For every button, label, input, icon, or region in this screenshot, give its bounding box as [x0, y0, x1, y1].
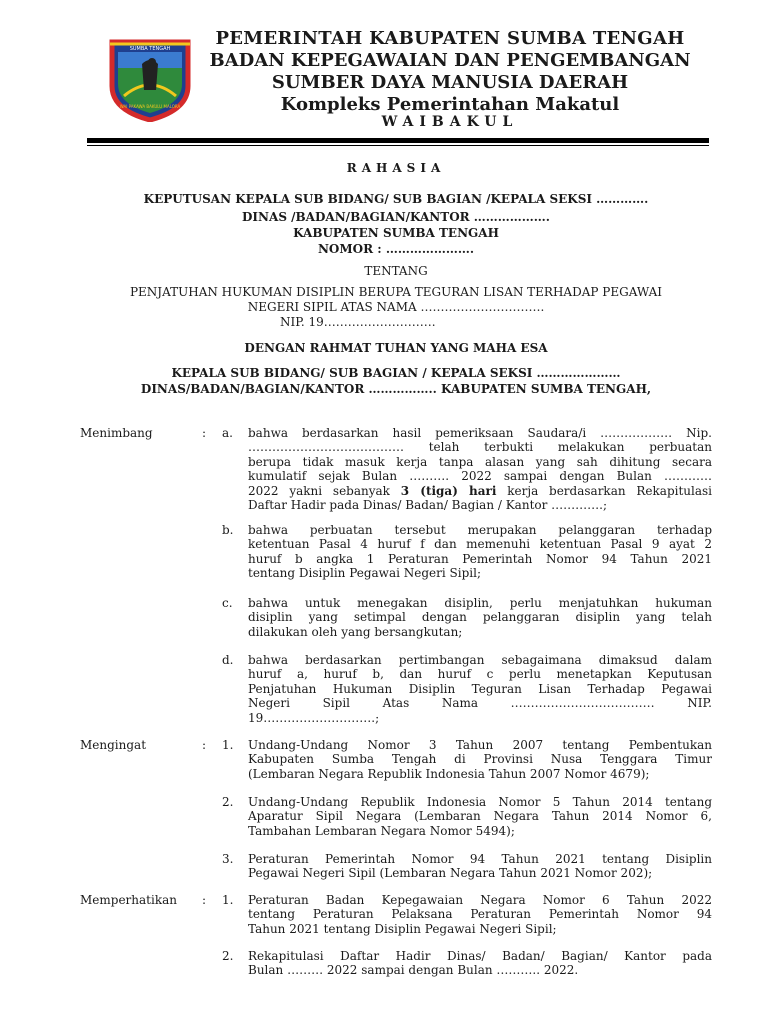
- memperhatikan-item-2: Rekapitulasi Daftar Hadir Dinas/ Badan/ Bagian/ Kantor pada Bulan ……… 2022 sampai dengan Bulan ……….. 2022.: [248, 949, 712, 978]
- decree-title-2: DINAS /BADAN/BAGIAN/KANTOR ……………….: [242, 210, 550, 224]
- item-mark-b: b.: [222, 523, 234, 537]
- official-line-2: DINAS/BADAN/BAGIAN/KANTOR …………….. KABUPATEN SUMBA TENGAH,: [140, 382, 652, 396]
- header-line-3: SUMBER DAYA MANUSIA DAERAH: [271, 72, 629, 93]
- official-line-1: KEPALA SUB BIDANG/ SUB BAGIAN / KEPALA SEKSI …………………: [171, 366, 621, 380]
- emblem-top-text: SUMBA TENGAH: [129, 46, 171, 52]
- mengingat-item-1: Undang-Undang Nomor 3 Tahun 2007 tentang Pembentukan Kabupaten Sumba Tengah di Provinsi Nusa Tenggara Timur (Lembaran Negara Republik Indonesia Tahun 2007 Nomor 4679);: [248, 738, 712, 781]
- menimbang-item-d: bahwa berdasarkan pertimbangan sebagaimana dimaksud dalam huruf a, huruf b, dan huruf c perlu menetapkan Keputusan Penjatuhan Hukuman Disiplin Teguran Lisan Terhadap Pegawai Negeri Sipil Atas Nama ……………………………… NIP. 19……………………….;: [248, 653, 712, 725]
- header-line-2: BADAN KEPEGAWAIAN DAN PENGEMBANGAN: [209, 50, 691, 71]
- decree-title-3: KABUPATEN SUMBA TENGAH: [293, 226, 499, 240]
- section-label-memperhatikan: Memperhatikan: [80, 893, 177, 907]
- item-mark-3: 3.: [222, 852, 234, 866]
- item-mark-1: 1.: [222, 738, 234, 752]
- header-address: Kompleks Pemerintahan Makatul: [280, 94, 620, 115]
- item-mark-2: 2.: [222, 795, 234, 809]
- header-rule-thick: [87, 138, 709, 143]
- header-rule-thin: [87, 145, 709, 146]
- section-label-mengingat: Mengingat: [80, 738, 147, 752]
- emblem-bottom-text: WAI PAKAWA BAKULU MALORA: [119, 104, 181, 109]
- mengingat-item-3: Peraturan Pemerintah Nomor 94 Tahun 2021 tentang Disiplin Pegawai Negeri Sipil (Lembaran Negara Tahun 2021 Nomor 202);: [248, 852, 712, 881]
- section-colon: :: [202, 738, 207, 752]
- section-label-menimbang: Menimbang: [80, 426, 153, 440]
- subject-line-1: PENJATUHAN HUKUMAN DISIPLIN BERUPA TEGURAN LISAN TERHADAP PEGAWAI: [129, 285, 663, 299]
- menimbang-item-b: bahwa perbuatan tersebut merupakan pelanggaran terhadap ketentuan Pasal 4 huruf f dan memenuhi ketentuan Pasal 9 ayat 2 huruf b angka 1 Peraturan Pemerintah Nomor 94 Tahun 2021 tentang Disiplin Pegawai Negeri Sipil;: [248, 523, 712, 581]
- subject-line-3: NIP. 19……………………….: [280, 315, 436, 329]
- menimbang-item-a: bahwa berdasarkan hasil pemeriksaan Saudara/i ……………… Nip. ………………………………… telah terbukti melakukan perbuatan berupa tidak masuk kerja tanpa alasan yang sah dihitung secara kumulatif sejak Bulan ………. 2022 sampai dengan Bulan ………… 2022 yakni sebanyak 3 (tiga) hari kerja berdasarkan Rekapitulasi Daftar Hadir pada Dinas/ Badan/ Bagian / Kantor ………….;: [248, 426, 712, 513]
- header-line-1: PEMERINTAH KABUPATEN SUMBA TENGAH: [215, 28, 685, 49]
- section-colon: :: [202, 893, 207, 907]
- menimbang-item-c: bahwa untuk menegakan disiplin, perlu menjatuhkan hukuman disiplin yang setimpal dengan pelanggaran disiplin yang telah dilakukan oleh yang bersangkutan;: [248, 596, 712, 639]
- about-label: TENTANG: [364, 264, 428, 278]
- header-city: WAIBAKUL: [381, 114, 519, 130]
- mengingat-item-2: Undang-Undang Republik Indonesia Nomor 5 Tahun 2014 tentang Aparatur Sipil Negara (Lembaran Negara Tahun 2014 Nomor 6, Tambahan Lembaran Negara Nomor 5494);: [248, 795, 712, 838]
- subject-line-2: NEGERI SIPIL ATAS NAMA ………………………….: [247, 300, 545, 314]
- item-mark-1: 1.: [222, 893, 234, 907]
- secret-label: RAHASIA: [346, 161, 446, 175]
- item-mark-c: c.: [222, 596, 233, 610]
- decree-number: NOMOR : ………………….: [317, 242, 475, 256]
- memperhatikan-item-1: Peraturan Badan Kepegawaian Negara Nomor 6 Tahun 2022 tentang Peraturan Pelaksana Peraturan Pemerintah Nomor 94 Tahun 2021 tentang Disiplin Pegawai Negeri Sipil;: [248, 893, 712, 936]
- item-mark-d: d.: [222, 653, 234, 667]
- letterhead: [0, 0, 768, 150]
- grace-statement: DENGAN RAHMAT TUHAN YANG MAHA ESA: [244, 341, 548, 355]
- section-colon: :: [202, 426, 207, 440]
- decree-title-1: KEPUTUSAN KEPALA SUB BIDANG/ SUB BAGIAN /KEPALA SEKSI ………….: [143, 192, 649, 206]
- item-mark-a: a.: [222, 426, 233, 440]
- item-mark-2: 2.: [222, 949, 234, 963]
